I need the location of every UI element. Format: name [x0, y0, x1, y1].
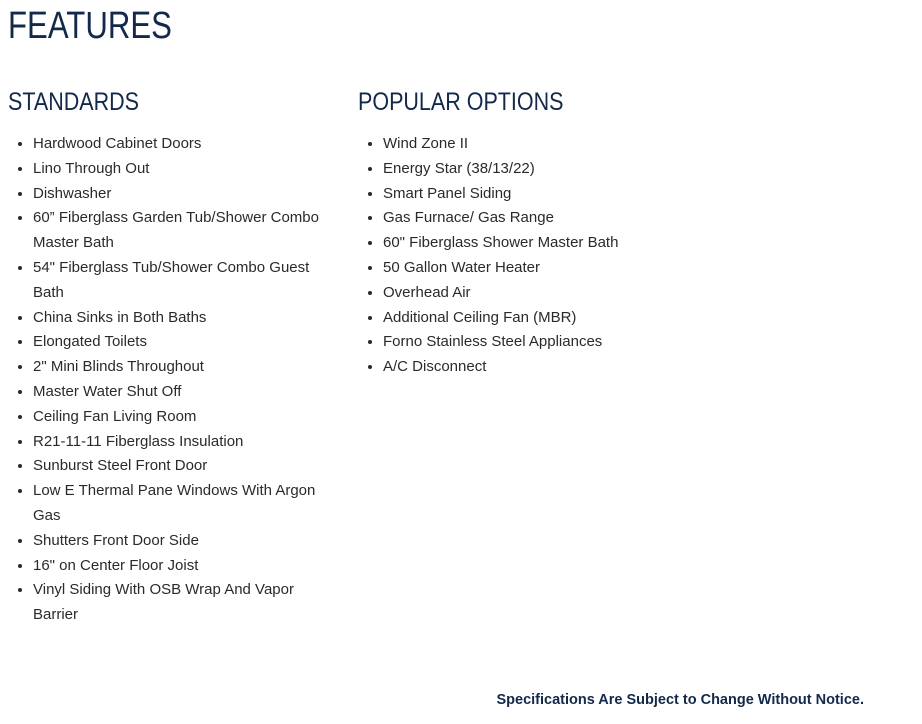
list-item: • Ceiling Fan Living Room: [33, 405, 328, 430]
list-item: • Additional Ceiling Fan (MBR): [383, 306, 678, 331]
list-item: • 60” Fiberglass Garden Tub/Shower Combo Master Bath: [33, 206, 328, 256]
list-item: • R21-11-11 Fiberglass Insulation: [33, 430, 328, 455]
standards-heading: STANDARDS: [8, 88, 140, 116]
list-item: • Overhead Air: [383, 281, 678, 306]
list-item: • 16" on Center Floor Joist: [33, 554, 328, 579]
list-item: • China Sinks in Both Baths: [33, 306, 328, 331]
list-item: • Elongated Toilets: [33, 330, 328, 355]
list-item: • Energy Star (38/13/22): [383, 157, 678, 182]
standards-list: [8, 132, 328, 628]
popular-options-list: [358, 132, 678, 380]
list-item: • Lino Through Out: [33, 157, 328, 182]
list-item: • Sunburst Steel Front Door: [33, 454, 328, 479]
popular-options-section: [358, 86, 678, 380]
list-item: • Dishwasher: [33, 182, 328, 207]
list-item: • Smart Panel Siding: [383, 182, 678, 207]
list-item: • Vinyl Siding With OSB Wrap And Vapor Barrier: [33, 578, 328, 628]
list-item: • 54" Fiberglass Tub/Shower Combo Guest Bath: [33, 256, 328, 306]
list-item: • Wind Zone II: [383, 132, 678, 157]
list-item: • 60" Fiberglass Shower Master Bath: [383, 231, 678, 256]
list-item: • Hardwood Cabinet Doors: [33, 132, 328, 157]
list-item: • Master Water Shut Off: [33, 380, 328, 405]
list-item: • Shutters Front Door Side: [33, 529, 328, 554]
list-item: • Forno Stainless Steel Appliances: [383, 330, 678, 355]
disclaimer-note: Specifications Are Subject to Change Without Notice.: [496, 692, 864, 708]
list-item: • Gas Furnace/ Gas Range: [383, 206, 678, 231]
list-item: • 2" Mini Blinds Throughout: [33, 355, 328, 380]
popular-options-heading: POPULAR OPTIONS: [358, 88, 564, 116]
standards-section: [8, 86, 328, 628]
list-item: • A/C Disconnect: [383, 355, 678, 380]
list-item: • 50 Gallon Water Heater: [383, 256, 678, 281]
list-item: • Low E Thermal Pane Windows With Argon Gas: [33, 479, 328, 529]
page-title: FEATURES: [8, 5, 172, 47]
